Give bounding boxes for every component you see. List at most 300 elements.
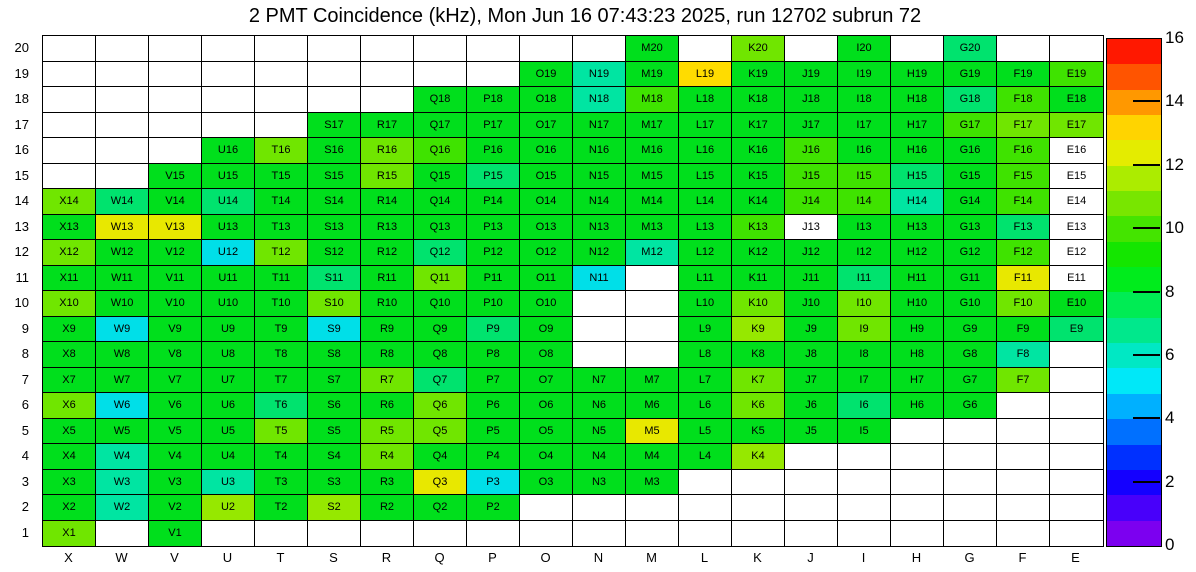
cell-V4: V4 [149, 444, 202, 470]
cell-P15: P15 [467, 164, 520, 190]
x-axis-label-Q: Q [434, 549, 445, 565]
heatmap-grid [42, 35, 1104, 547]
cell-O2 [520, 495, 573, 521]
cell-X20 [43, 36, 96, 62]
cell-L20 [679, 36, 732, 62]
cell-Q12: Q12 [414, 240, 467, 266]
cell-P7: P7 [467, 368, 520, 394]
cell-K2 [732, 495, 785, 521]
cell-J9: J9 [785, 317, 838, 343]
cell-L5: L5 [679, 419, 732, 445]
cell-N17: N17 [573, 113, 626, 139]
cell-G19: G19 [944, 62, 997, 88]
cell-W18 [96, 87, 149, 113]
cell-E11: E11 [1050, 266, 1103, 292]
cell-U14: U14 [202, 189, 255, 215]
cell-S7: S7 [308, 368, 361, 394]
cell-H18: H18 [891, 87, 944, 113]
cell-T8: T8 [255, 342, 308, 368]
cell-Q14: Q14 [414, 189, 467, 215]
cell-W13: W13 [96, 215, 149, 241]
cell-X12: X12 [43, 240, 96, 266]
cell-U13: U13 [202, 215, 255, 241]
cell-W19 [96, 62, 149, 88]
colorbar-tick-label-0: 0 [1165, 535, 1175, 554]
cell-M16: M16 [626, 138, 679, 164]
cell-X17 [43, 113, 96, 139]
colorbar-band-7 [1107, 368, 1161, 393]
cell-Q16: Q16 [414, 138, 467, 164]
cell-Q17: Q17 [414, 113, 467, 139]
cell-G13: G13 [944, 215, 997, 241]
cell-Q3: Q3 [414, 470, 467, 496]
cell-G7: G7 [944, 368, 997, 394]
colorbar-band-12 [1107, 242, 1161, 267]
cell-I1 [838, 521, 891, 547]
cell-P6: P6 [467, 393, 520, 419]
cell-N6: N6 [573, 393, 626, 419]
cell-O7: O7 [520, 368, 573, 394]
y-axis-label-13: 13 [14, 218, 29, 234]
cell-U18 [202, 87, 255, 113]
cell-F14: F14 [997, 189, 1050, 215]
cell-M9 [626, 317, 679, 343]
cell-O17: O17 [520, 113, 573, 139]
cell-W2: W2 [96, 495, 149, 521]
cell-I4 [838, 444, 891, 470]
colorbar-tick-label-12: 12 [1165, 154, 1184, 174]
cell-O5: O5 [520, 419, 573, 445]
x-axis-label-M: M [646, 549, 657, 565]
y-axis-label-12: 12 [14, 244, 29, 260]
cell-W1 [96, 521, 149, 547]
y-axis-label-4: 4 [21, 448, 29, 464]
cell-F1 [997, 521, 1050, 547]
cell-K20: K20 [732, 36, 785, 62]
cell-E20 [1050, 36, 1103, 62]
cell-E13: E13 [1050, 215, 1103, 241]
cell-W14: W14 [96, 189, 149, 215]
cell-P2: P2 [467, 495, 520, 521]
cell-Q6: Q6 [414, 393, 467, 419]
x-axis-label-N: N [593, 549, 604, 565]
cell-N11: N11 [573, 266, 626, 292]
cell-Q8: Q8 [414, 342, 467, 368]
cell-G20: G20 [944, 36, 997, 62]
y-axis-label-5: 5 [21, 422, 29, 438]
x-axis-labels [42, 547, 1102, 567]
cell-L16: L16 [679, 138, 732, 164]
cell-J11: J11 [785, 266, 838, 292]
cell-S5: S5 [308, 419, 361, 445]
colorbar [1106, 38, 1162, 547]
cell-K18: K18 [732, 87, 785, 113]
cell-W8: W8 [96, 342, 149, 368]
cell-M6: M6 [626, 393, 679, 419]
y-axis-label-1: 1 [21, 524, 29, 540]
y-axis-labels [0, 35, 36, 545]
cell-V20 [149, 36, 202, 62]
cell-E10: E10 [1050, 291, 1103, 317]
cell-Q20 [414, 36, 467, 62]
cell-U15: U15 [202, 164, 255, 190]
cell-S8: S8 [308, 342, 361, 368]
cell-E6 [1050, 393, 1103, 419]
x-axis-label-E: E [1071, 549, 1080, 565]
cell-F9: F9 [997, 317, 1050, 343]
cell-P16: P16 [467, 138, 520, 164]
colorbar-band-2 [1107, 495, 1161, 520]
colorbar-band-16 [1107, 140, 1161, 165]
cell-H3 [891, 470, 944, 496]
cell-I9: I9 [838, 317, 891, 343]
cell-W16 [96, 138, 149, 164]
cell-N10 [573, 291, 626, 317]
cell-L3 [679, 470, 732, 496]
cell-L4: L4 [679, 444, 732, 470]
cell-N20 [573, 36, 626, 62]
x-axis-label-X: X [64, 549, 73, 565]
cell-S13: S13 [308, 215, 361, 241]
cell-J20 [785, 36, 838, 62]
cell-R18 [361, 87, 414, 113]
colorbar-tick-6 [1133, 354, 1160, 356]
cell-T14: T14 [255, 189, 308, 215]
cell-O6: O6 [520, 393, 573, 419]
cell-J14: J14 [785, 189, 838, 215]
cell-R12: R12 [361, 240, 414, 266]
cell-W9: W9 [96, 317, 149, 343]
cell-R5: R5 [361, 419, 414, 445]
colorbar-band-15 [1107, 166, 1161, 191]
cell-I18: I18 [838, 87, 891, 113]
cell-I5: I5 [838, 419, 891, 445]
cell-H5 [891, 419, 944, 445]
cell-O13: O13 [520, 215, 573, 241]
x-axis-label-J: J [807, 549, 814, 565]
cell-L10: L10 [679, 291, 732, 317]
cell-R19 [361, 62, 414, 88]
cell-R13: R13 [361, 215, 414, 241]
cell-L1 [679, 521, 732, 547]
cell-R11: R11 [361, 266, 414, 292]
cell-T17 [255, 113, 308, 139]
cell-I14: I14 [838, 189, 891, 215]
cell-X14: X14 [43, 189, 96, 215]
cell-E8 [1050, 342, 1103, 368]
cell-G1 [944, 521, 997, 547]
cell-O9: O9 [520, 317, 573, 343]
cell-K3 [732, 470, 785, 496]
cell-M15: M15 [626, 164, 679, 190]
cell-U17 [202, 113, 255, 139]
cell-K17: K17 [732, 113, 785, 139]
cell-Q10: Q10 [414, 291, 467, 317]
cell-Q2: Q2 [414, 495, 467, 521]
cell-V9: V9 [149, 317, 202, 343]
cell-J6: J6 [785, 393, 838, 419]
cell-I17: I17 [838, 113, 891, 139]
cell-J15: J15 [785, 164, 838, 190]
y-axis-label-7: 7 [21, 371, 29, 387]
cell-F15: F15 [997, 164, 1050, 190]
cell-M13: M13 [626, 215, 679, 241]
cell-O10: O10 [520, 291, 573, 317]
cell-I16: I16 [838, 138, 891, 164]
cell-T4: T4 [255, 444, 308, 470]
cell-X18 [43, 87, 96, 113]
cell-H13: H13 [891, 215, 944, 241]
cell-M8 [626, 342, 679, 368]
cell-T7: T7 [255, 368, 308, 394]
cell-E16: E16 [1050, 138, 1103, 164]
cell-W10: W10 [96, 291, 149, 317]
cell-J12: J12 [785, 240, 838, 266]
cell-H8: H8 [891, 342, 944, 368]
cell-H2 [891, 495, 944, 521]
y-axis-label-16: 16 [14, 142, 29, 158]
y-axis-label-10: 10 [14, 295, 29, 311]
cell-X6: X6 [43, 393, 96, 419]
cell-P1 [467, 521, 520, 547]
cell-N7: N7 [573, 368, 626, 394]
cell-L11: L11 [679, 266, 732, 292]
colorbar-band-20 [1107, 39, 1161, 64]
cell-M11 [626, 266, 679, 292]
y-axis-label-8: 8 [21, 346, 29, 362]
cell-J2 [785, 495, 838, 521]
cell-F5 [997, 419, 1050, 445]
cell-T10: T10 [255, 291, 308, 317]
cell-V8: V8 [149, 342, 202, 368]
x-axis-label-P: P [488, 549, 497, 565]
cell-E15: E15 [1050, 164, 1103, 190]
cell-H12: H12 [891, 240, 944, 266]
cell-N4: N4 [573, 444, 626, 470]
cell-P8: P8 [467, 342, 520, 368]
cell-I15: I15 [838, 164, 891, 190]
cell-N14: N14 [573, 189, 626, 215]
cell-T13: T13 [255, 215, 308, 241]
cell-J16: J16 [785, 138, 838, 164]
cell-E17: E17 [1050, 113, 1103, 139]
cell-J17: J17 [785, 113, 838, 139]
x-axis-label-K: K [753, 549, 762, 565]
cell-V19 [149, 62, 202, 88]
cell-M7: M7 [626, 368, 679, 394]
cell-M14: M14 [626, 189, 679, 215]
x-axis-label-G: G [964, 549, 975, 565]
cell-K15: K15 [732, 164, 785, 190]
cell-P9: P9 [467, 317, 520, 343]
cell-M4: M4 [626, 444, 679, 470]
x-axis-label-H: H [911, 549, 922, 565]
cell-K4: K4 [732, 444, 785, 470]
cell-H16: H16 [891, 138, 944, 164]
cell-E18: E18 [1050, 87, 1103, 113]
cell-E7 [1050, 368, 1103, 394]
cell-P17: P17 [467, 113, 520, 139]
cell-M5: M5 [626, 419, 679, 445]
cell-W6: W6 [96, 393, 149, 419]
cell-H1 [891, 521, 944, 547]
cell-H10: H10 [891, 291, 944, 317]
cell-J18: J18 [785, 87, 838, 113]
cell-X13: X13 [43, 215, 96, 241]
cell-K14: K14 [732, 189, 785, 215]
cell-M1 [626, 521, 679, 547]
x-axis-label-F: F [1018, 549, 1027, 565]
cell-R15: R15 [361, 164, 414, 190]
x-axis-label-T: T [276, 549, 285, 565]
cell-G6: G6 [944, 393, 997, 419]
cell-I7: I7 [838, 368, 891, 394]
cell-P11: P11 [467, 266, 520, 292]
x-axis-label-O: O [540, 549, 551, 565]
cell-Q5: Q5 [414, 419, 467, 445]
cell-I11: I11 [838, 266, 891, 292]
cell-H20 [891, 36, 944, 62]
colorbar-band-14 [1107, 191, 1161, 216]
cell-R10: R10 [361, 291, 414, 317]
cell-Q15: Q15 [414, 164, 467, 190]
cell-N9 [573, 317, 626, 343]
cell-I10: I10 [838, 291, 891, 317]
cell-V11: V11 [149, 266, 202, 292]
cell-H9: H9 [891, 317, 944, 343]
cell-T1 [255, 521, 308, 547]
cell-Q7: Q7 [414, 368, 467, 394]
y-axis-label-6: 6 [21, 397, 29, 413]
cell-Q13: Q13 [414, 215, 467, 241]
cell-U19 [202, 62, 255, 88]
cell-H4 [891, 444, 944, 470]
colorbar-band-19 [1107, 64, 1161, 89]
cell-X10: X10 [43, 291, 96, 317]
cell-W3: W3 [96, 470, 149, 496]
cell-F7: F7 [997, 368, 1050, 394]
cell-R17: R17 [361, 113, 414, 139]
cell-F11: F11 [997, 266, 1050, 292]
cell-P10: P10 [467, 291, 520, 317]
cell-Q4: Q4 [414, 444, 467, 470]
cell-M20: M20 [626, 36, 679, 62]
cell-F3 [997, 470, 1050, 496]
colorbar-band-1 [1107, 521, 1161, 546]
cell-O1 [520, 521, 573, 547]
cell-M12: M12 [626, 240, 679, 266]
cell-O4: O4 [520, 444, 573, 470]
cell-J1 [785, 521, 838, 547]
cell-T11: T11 [255, 266, 308, 292]
cell-F19: F19 [997, 62, 1050, 88]
cell-S6: S6 [308, 393, 361, 419]
cell-S17: S17 [308, 113, 361, 139]
y-axis-label-11: 11 [15, 269, 29, 285]
cell-V2: V2 [149, 495, 202, 521]
cell-T3: T3 [255, 470, 308, 496]
cell-N12: N12 [573, 240, 626, 266]
cell-S16: S16 [308, 138, 361, 164]
colorbar-tick-label-6: 6 [1165, 344, 1175, 364]
cell-G5 [944, 419, 997, 445]
cell-T20 [255, 36, 308, 62]
cell-L2 [679, 495, 732, 521]
cell-S14: S14 [308, 189, 361, 215]
cell-I12: I12 [838, 240, 891, 266]
cell-E5 [1050, 419, 1103, 445]
cell-J10: J10 [785, 291, 838, 317]
cell-G12: G12 [944, 240, 997, 266]
cell-N15: N15 [573, 164, 626, 190]
cell-N16: N16 [573, 138, 626, 164]
cell-V10: V10 [149, 291, 202, 317]
y-axis-label-9: 9 [21, 320, 29, 336]
cell-O16: O16 [520, 138, 573, 164]
cell-N19: N19 [573, 62, 626, 88]
cell-V15: V15 [149, 164, 202, 190]
cell-J7: J7 [785, 368, 838, 394]
cell-M18: M18 [626, 87, 679, 113]
cell-T2: T2 [255, 495, 308, 521]
cell-J8: J8 [785, 342, 838, 368]
cell-X8: X8 [43, 342, 96, 368]
cell-L19: L19 [679, 62, 732, 88]
cell-X4: X4 [43, 444, 96, 470]
x-axis-label-R: R [381, 549, 392, 565]
cell-H15: H15 [891, 164, 944, 190]
x-axis-label-S: S [329, 549, 338, 565]
cell-S3: S3 [308, 470, 361, 496]
cell-L9: L9 [679, 317, 732, 343]
cell-V12: V12 [149, 240, 202, 266]
cell-M2 [626, 495, 679, 521]
cell-P4: P4 [467, 444, 520, 470]
cell-I13: I13 [838, 215, 891, 241]
cell-H6: H6 [891, 393, 944, 419]
cell-O12: O12 [520, 240, 573, 266]
cell-I20: I20 [838, 36, 891, 62]
cell-K16: K16 [732, 138, 785, 164]
cell-R16: R16 [361, 138, 414, 164]
cell-N18: N18 [573, 87, 626, 113]
colorbar-band-11 [1107, 267, 1161, 292]
cell-K11: K11 [732, 266, 785, 292]
cell-W20 [96, 36, 149, 62]
cell-T12: T12 [255, 240, 308, 266]
cell-O11: O11 [520, 266, 573, 292]
x-axis-label-I: I [861, 549, 866, 565]
cell-N8 [573, 342, 626, 368]
cell-U1 [202, 521, 255, 547]
cell-N2 [573, 495, 626, 521]
cell-K7: K7 [732, 368, 785, 394]
cell-V6: V6 [149, 393, 202, 419]
cell-K19: K19 [732, 62, 785, 88]
colorbar-band-4 [1107, 445, 1161, 470]
cell-G18: G18 [944, 87, 997, 113]
cell-W17 [96, 113, 149, 139]
cell-E1 [1050, 521, 1103, 547]
colorbar-tick-14 [1133, 100, 1160, 102]
cell-G2 [944, 495, 997, 521]
cell-P5: P5 [467, 419, 520, 445]
cell-U10: U10 [202, 291, 255, 317]
y-axis-label-19: 19 [14, 65, 29, 81]
cell-L8: L8 [679, 342, 732, 368]
cell-H17: H17 [891, 113, 944, 139]
colorbar-tick-label-8: 8 [1165, 281, 1175, 301]
